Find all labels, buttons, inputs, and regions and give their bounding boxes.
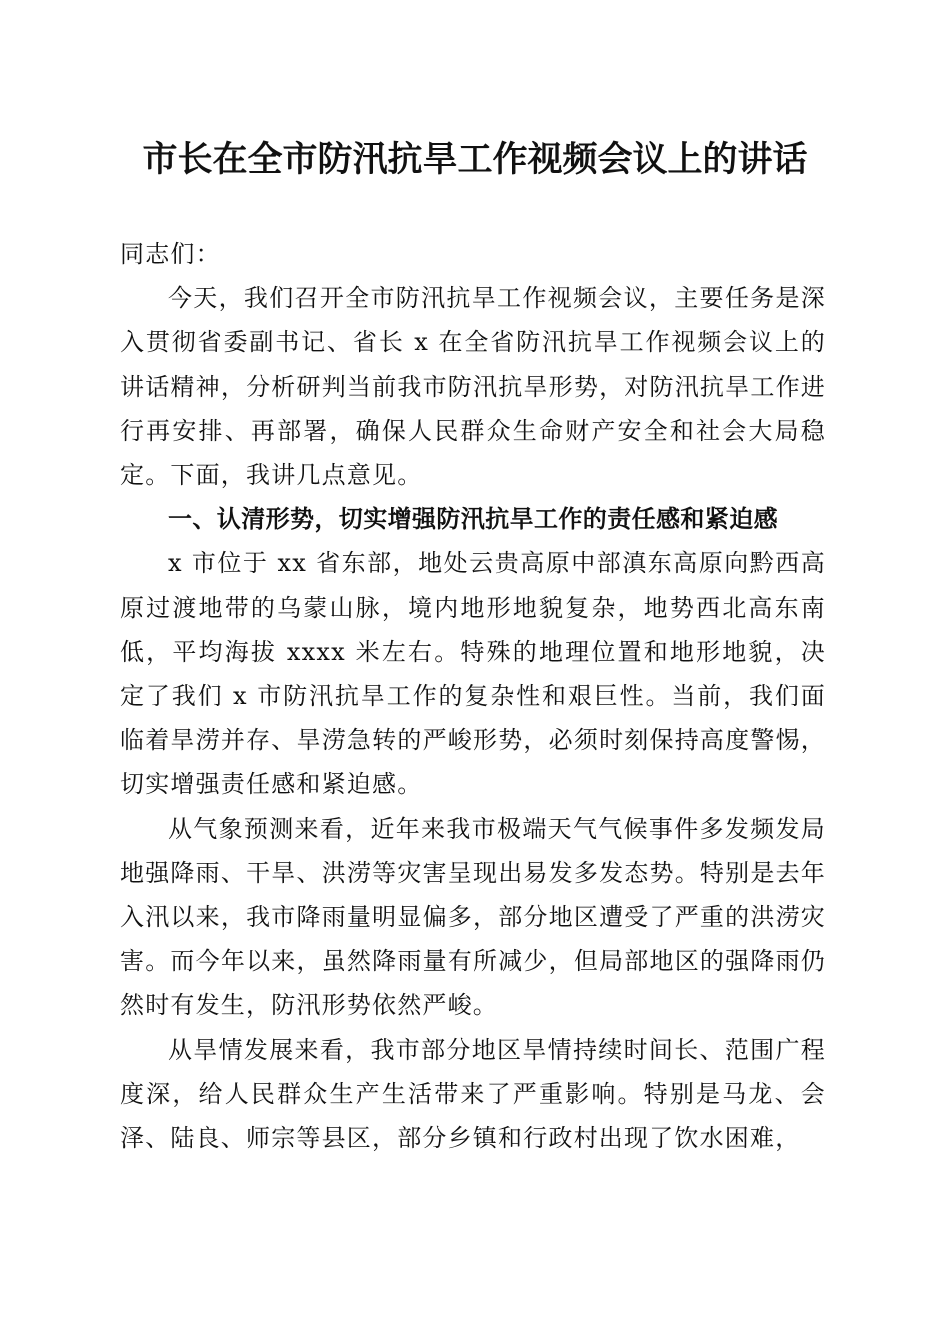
salutation: 同志们： — [120, 240, 221, 268]
document-title: 市长在全市防汛抗旱工作视频会议上的讲话 — [142, 139, 808, 180]
document-body — [120, 232, 826, 1160]
section-paragraph-drought: 从旱情发展来看，我市部分地区旱情持续时间长、范围广程度深，给人民群众生产生活带来了严重影响。特别是马龙、会泽、陆良、师宗等县区，部分乡镇和行政村出现了饮水困难， — [120, 1035, 826, 1153]
section-heading: 一、认清形势，切实增强防汛抗旱工作的责任感和紧迫感 — [168, 505, 778, 534]
section-paragraph-weather: 从气象预测来看，近年来我市极端天气气候事件多发频发局地强降雨、干旱、洪涝等灾害呈现出易发多发态势。特别是去年入汛以来，我市降雨量明显偏多，部分地区遭受了严重的洪涝灾害。而今年以来，虽然降雨量有所减少，但局部地区的强降雨仍然时有发生，防汛形势依然严峻。 — [120, 814, 826, 1020]
intro-paragraph: 今天，我们召开全市防汛抗旱工作视频会议，主要任务是深入贯彻省委副书记、省长 x 在全省防汛抗旱工作视频会议上的讲话精神，分析研判当前我市防汛抗旱形势，对防汛抗旱工作进行再安排、再部署，确保人民群众生命财产安全和社会大局稳定。下面，我讲几点意见。 — [120, 284, 826, 490]
section-paragraph-geography: x 市位于 xx 省东部，地处云贵高原中部滇东高原向黔西高原过渡地带的乌蒙山脉，境内地形地貌复杂，地势西北高东南低，平均海拔 xxxx 米左右。特殊的地理位置和地形地貌，决定了我们 x 市防汛抗旱工作的复杂性和艰巨性。当前，我们面临着旱涝并存、旱涝急转的严峻形势，必须时刻保持高度警惕，切实增强责任感和紧迫感。 — [120, 549, 826, 799]
